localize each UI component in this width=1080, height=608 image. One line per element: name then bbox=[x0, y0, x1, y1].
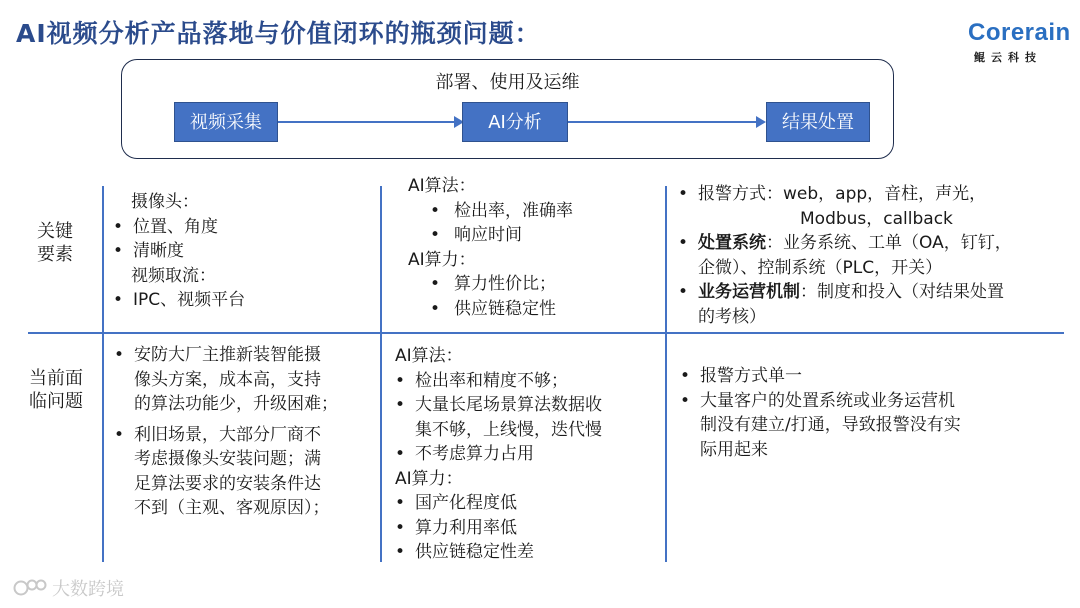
table-divider-3 bbox=[665, 186, 667, 562]
cell-key-capture bbox=[109, 190, 245, 313]
cell-problem-capture bbox=[110, 343, 338, 521]
flow-step-result-handling: 结果处置 bbox=[766, 102, 870, 142]
company-logo bbox=[968, 19, 1071, 65]
row-label-current-problems: 当前面 临问题 bbox=[29, 368, 83, 412]
cell-problem-analysis bbox=[391, 344, 602, 565]
process-flow-box bbox=[121, 59, 894, 159]
list-item: • 检出率和精度不够； bbox=[391, 369, 602, 394]
list-item: • 国产化程度低 bbox=[391, 491, 602, 516]
table-divider-2 bbox=[380, 186, 382, 562]
cell-problem-handling bbox=[676, 364, 1071, 462]
list-item: • 处置系统：业务系统、工单（OA，钉钉， 企微）、控制系统（PLC，开关） bbox=[674, 231, 1069, 280]
logo-wordmark: Corerain bbox=[968, 19, 1071, 46]
table-divider-1 bbox=[102, 186, 104, 562]
ai-compute-heading: AI算力： bbox=[408, 249, 476, 270]
list-item: • 位置、角度 bbox=[109, 215, 245, 240]
list-item: • 算力利用率低 bbox=[391, 516, 602, 541]
ai-algorithm-heading: AI算法： bbox=[408, 176, 476, 196]
flow-arrow-2 bbox=[568, 121, 764, 123]
camera-heading: 摄像头： bbox=[131, 192, 199, 212]
watermark-logo-icon bbox=[12, 577, 48, 604]
flow-step-ai-analysis: AI分析 bbox=[462, 102, 568, 142]
flow-step-video-capture: 视频采集 bbox=[174, 102, 278, 142]
list-item: • 响应时间 bbox=[388, 223, 573, 248]
flow-arrow-1 bbox=[278, 121, 462, 123]
flow-title: 部署、使用及运维 bbox=[435, 72, 580, 93]
table-row-divider bbox=[28, 332, 1064, 334]
video-stream-heading: 视频取流： bbox=[131, 265, 216, 286]
watermark: 大数跨境 bbox=[12, 575, 124, 604]
list-item: • 检出率，准确率 bbox=[388, 199, 573, 224]
list-item: • IPC、视频平台 bbox=[109, 288, 245, 313]
slide-title: AI视频分析产品落地与价值闭环的瓶颈问题： bbox=[16, 19, 541, 48]
logo-subtitle: 鲲云科技 bbox=[974, 51, 1042, 64]
list-item: • 不考虑算力占用 bbox=[391, 442, 602, 467]
list-item: • 供应链稳定性差 bbox=[391, 540, 602, 565]
list-item: • 利旧场景，大部分厂商不 考虑摄像头安装问题；满 足算法要求的安装条件达 不到（主观、客观原因）； bbox=[110, 423, 338, 521]
list-item: • 报警方式单一 bbox=[676, 364, 1071, 389]
ai-compute-heading: AI算力： bbox=[395, 468, 463, 489]
row-label-key-elements: 关键 要素 bbox=[37, 221, 73, 265]
list-item: • 大量长尾场景算法数据收 集不够，上线慢，迭代慢 bbox=[391, 393, 602, 442]
list-item: • 报警方式：web，app，音柱，声光， Modbus，callback bbox=[674, 182, 1069, 231]
list-item: • 供应链稳定性 bbox=[388, 297, 573, 322]
cell-key-handling bbox=[674, 182, 1069, 329]
list-item: • 安防大厂主推新装智能摄 像头方案，成本高，支持 的算法功能少，升级困难； bbox=[110, 343, 338, 417]
list-item: • 大量客户的处置系统或业务运营机 制没有建立/打通，导致报警没有实 际用起来 bbox=[676, 389, 1071, 463]
list-item: • 清晰度 bbox=[109, 239, 245, 264]
ai-algorithm-heading: AI算法： bbox=[395, 346, 463, 366]
list-item: • 算力性价比； bbox=[388, 272, 573, 297]
list-item: • 业务运营机制：制度和投入（对结果处置 的考核） bbox=[674, 280, 1069, 329]
cell-key-analysis bbox=[388, 174, 573, 321]
